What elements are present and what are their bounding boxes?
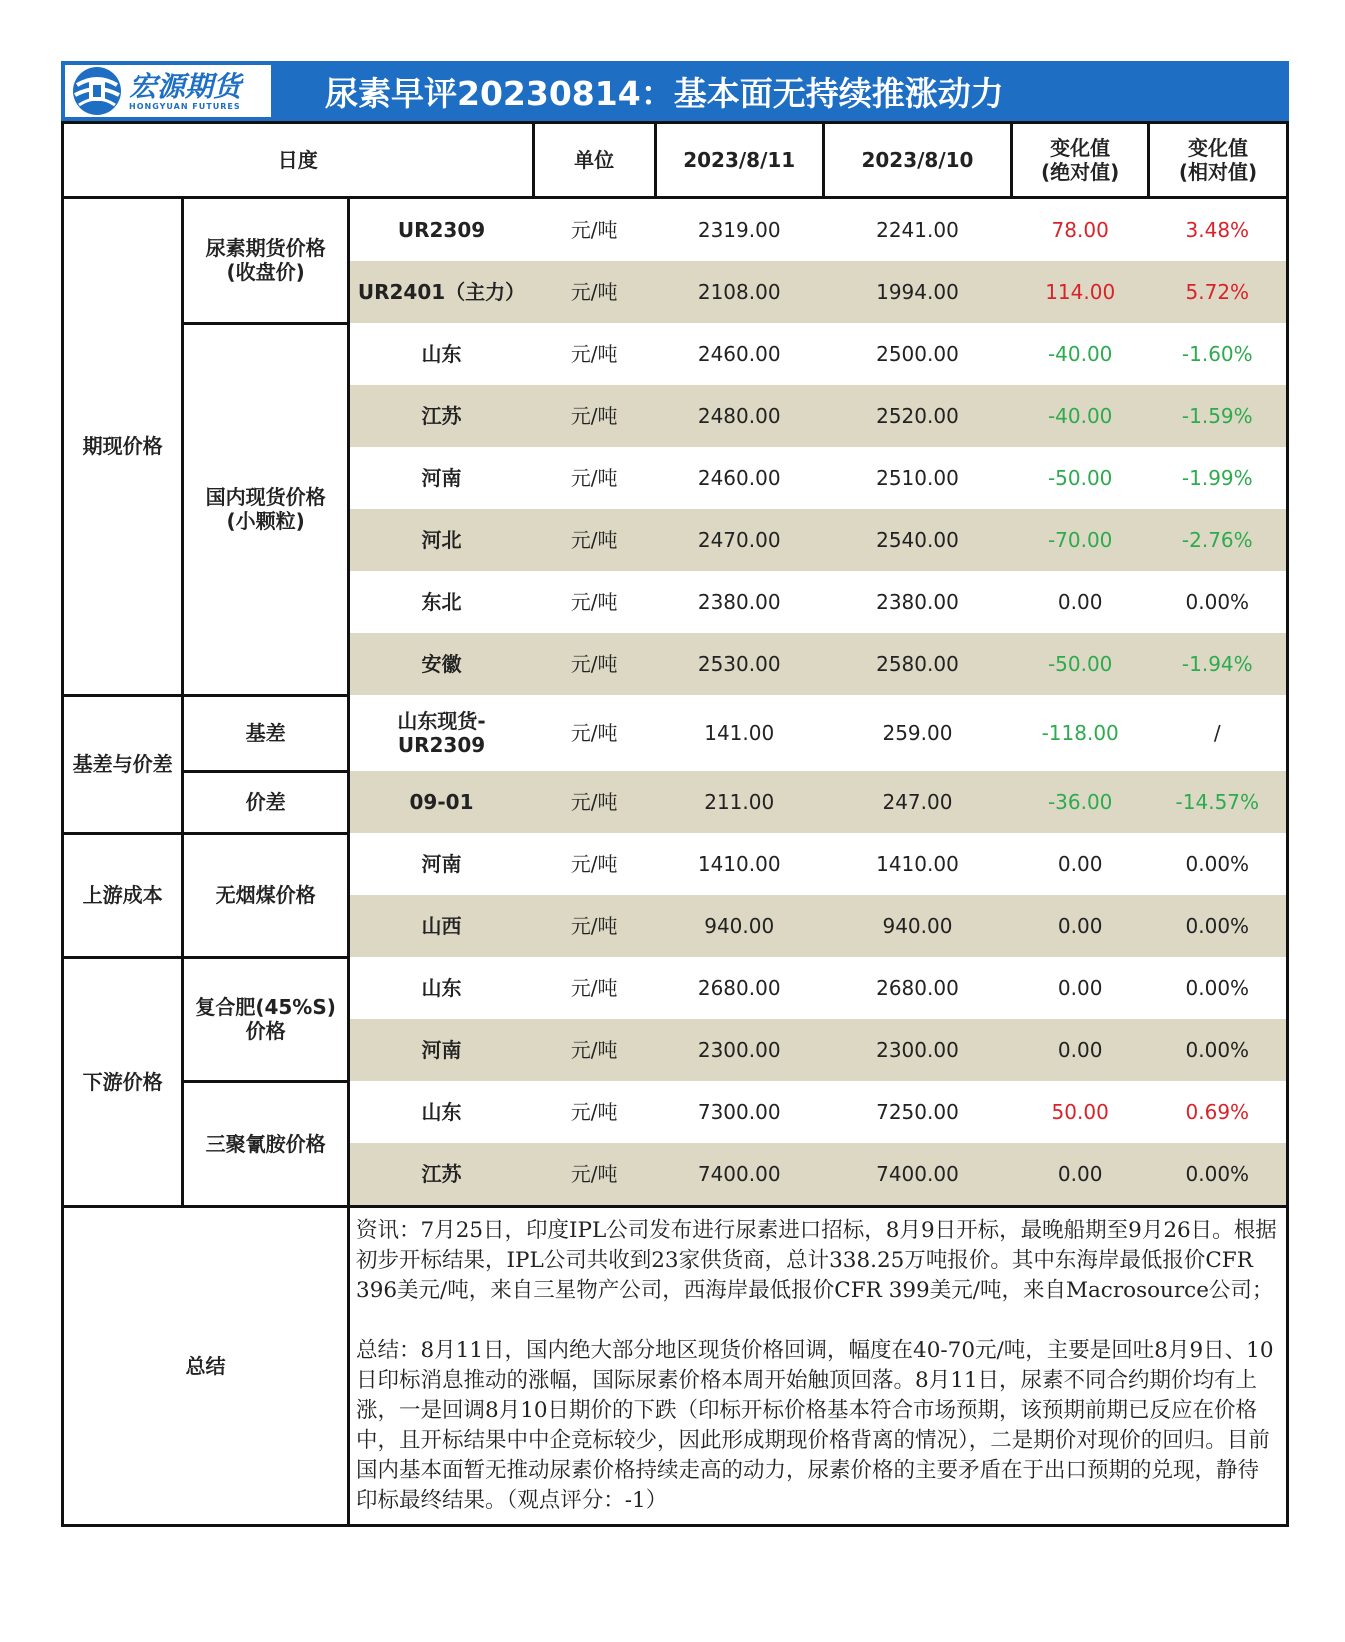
- row-change-relative: 0.00%: [1149, 1019, 1288, 1081]
- row-value-date2: 940.00: [823, 895, 1012, 957]
- row-value-date1: 940.00: [655, 895, 823, 957]
- category-downstream: 下游价格: [63, 957, 183, 1207]
- row-change-relative: -2.76%: [1149, 509, 1288, 571]
- row-unit: 元/吨: [570, 466, 618, 490]
- category-upstream-cost: 上游成本: [63, 833, 183, 957]
- table-row: [63, 198, 1288, 262]
- row-value-date2: 7400.00: [823, 1143, 1012, 1207]
- report-banner: [61, 61, 1289, 121]
- row-change-absolute: 0.00: [1012, 1143, 1149, 1207]
- row-item: UR2401（主力）: [349, 261, 533, 323]
- row-change-relative: 0.00%: [1149, 895, 1288, 957]
- row-change-absolute: 0.00: [1012, 895, 1149, 957]
- row-item: 河南: [421, 852, 462, 876]
- row-change-relative: 3.48%: [1149, 198, 1288, 262]
- row-change-relative: 5.72%: [1149, 261, 1288, 323]
- row-value-date2: 2510.00: [876, 466, 959, 490]
- row-item: UR2309: [397, 218, 486, 242]
- row-unit: 元/吨: [570, 590, 618, 614]
- row-change-absolute: 0.00: [1057, 976, 1103, 1000]
- row-value-date1: 2108.00: [655, 261, 823, 323]
- row-value-date1: 2380.00: [697, 590, 781, 614]
- row-change-absolute: -40.00: [1047, 342, 1113, 366]
- row-value-date1: 2319.00: [697, 218, 781, 242]
- row-unit: 元/吨: [533, 509, 655, 571]
- row-change-relative: -1.99%: [1149, 447, 1288, 509]
- row-value-date2: 2380.00: [876, 590, 959, 614]
- row-unit: 元/吨: [533, 1019, 655, 1081]
- row-unit: 元/吨: [570, 342, 618, 366]
- category-futures-spot: 期现价格: [63, 198, 183, 696]
- row-change-relative: 0.00%: [1149, 833, 1288, 895]
- row-change-absolute: 78.00: [1051, 218, 1109, 242]
- header-date1: 2023/8/11: [655, 123, 823, 198]
- row-value-date1: 2680.00: [697, 976, 781, 1000]
- row-value-date2: 2241.00: [876, 218, 959, 242]
- row-value-date1: 2460.00: [697, 466, 781, 490]
- row-value-date1: 2480.00: [655, 385, 823, 447]
- row-value-date1: 2530.00: [655, 633, 823, 695]
- row-unit: 元/吨: [533, 1143, 655, 1207]
- group-spread: 价差: [183, 771, 349, 833]
- row-change-relative: -1.60%: [1149, 323, 1288, 385]
- row-change-absolute: 50.00: [1051, 1100, 1109, 1124]
- row-unit: 元/吨: [533, 771, 655, 833]
- row-unit: 元/吨: [570, 721, 618, 745]
- table-row: [63, 957, 1288, 1019]
- company-logo: [65, 65, 271, 117]
- row-change-relative: -1.94%: [1149, 633, 1288, 695]
- header-change-absolute: 变化值 (绝对值): [1012, 123, 1149, 198]
- row-value-date2: 247.00: [823, 771, 1012, 833]
- table-row: [63, 695, 1288, 771]
- row-value-date1: 2470.00: [655, 509, 823, 571]
- row-item: 东北: [421, 590, 462, 614]
- summary-text: [349, 1207, 1288, 1526]
- summary-row: [63, 1207, 1288, 1526]
- row-value-date1: 7400.00: [655, 1143, 823, 1207]
- table-header-row: [63, 123, 1288, 198]
- summary-label: 总结: [63, 1207, 349, 1526]
- row-unit: 元/吨: [570, 852, 618, 876]
- row-value-date2: 7250.00: [876, 1100, 959, 1124]
- row-change-relative: 0.00%: [1149, 1143, 1288, 1207]
- row-item: 河北: [349, 509, 533, 571]
- row-change-absolute: 0.00: [1057, 590, 1103, 614]
- row-item: 山东: [421, 342, 462, 366]
- row-item: 安徽: [349, 633, 533, 695]
- row-unit: 元/吨: [533, 633, 655, 695]
- logo-globe-icon: [71, 65, 123, 117]
- row-change-absolute: -50.00: [1047, 466, 1113, 490]
- row-item: 河南: [421, 466, 462, 490]
- row-unit: 元/吨: [533, 385, 655, 447]
- group-basis: 基差: [183, 695, 349, 771]
- row-value-date2: 2500.00: [876, 342, 959, 366]
- row-change-absolute: -36.00: [1012, 771, 1149, 833]
- row-item: 江苏: [349, 385, 533, 447]
- table-row: [63, 323, 1288, 385]
- row-unit: 元/吨: [570, 218, 618, 242]
- logo-chinese-name: 宏源期货: [129, 69, 242, 103]
- row-change-absolute: -118.00: [1041, 721, 1119, 745]
- report-sheet: [61, 61, 1289, 1527]
- table-row: [63, 771, 1288, 833]
- group-anthracite: 无烟煤价格: [183, 833, 349, 957]
- row-change-absolute: -50.00: [1012, 633, 1149, 695]
- row-value-date1: 7300.00: [697, 1100, 781, 1124]
- row-change-absolute: -40.00: [1012, 385, 1149, 447]
- price-table: [61, 121, 1289, 1527]
- table-row: [63, 1081, 1288, 1143]
- table-row: [63, 833, 1288, 895]
- row-change-absolute: 0.00: [1057, 852, 1103, 876]
- report-title: 尿素早评20230814：基本面无持续推涨动力: [325, 73, 1004, 113]
- row-item: 江苏: [349, 1143, 533, 1207]
- row-value-date2: 2520.00: [823, 385, 1012, 447]
- row-item: 山东: [421, 976, 462, 1000]
- row-value-date2: 2680.00: [876, 976, 959, 1000]
- row-item: 09-01: [349, 771, 533, 833]
- row-unit: 元/吨: [570, 976, 618, 1000]
- row-value-date2: 2540.00: [823, 509, 1012, 571]
- category-basis-spread: 基差与价差: [63, 695, 183, 833]
- row-item: 河南: [349, 1019, 533, 1081]
- row-item: 山东现货- UR2309: [397, 709, 486, 757]
- row-change-absolute: 114.00: [1012, 261, 1149, 323]
- row-change-relative: /: [1149, 695, 1288, 771]
- row-change-relative: -14.57%: [1149, 771, 1288, 833]
- row-value-date1: 211.00: [655, 771, 823, 833]
- header-period: 日度: [63, 123, 534, 198]
- row-change-relative: 0.00%: [1149, 957, 1288, 1019]
- row-change-absolute: 0.00: [1012, 1019, 1149, 1081]
- group-melamine: 三聚氰胺价格: [183, 1081, 349, 1207]
- row-value-date1: 141.00: [704, 721, 775, 745]
- row-change-relative: 0.00%: [1149, 571, 1288, 633]
- row-value-date2: 2580.00: [823, 633, 1012, 695]
- header-date2: 2023/8/10: [823, 123, 1012, 198]
- row-value-date2: 259.00: [882, 721, 953, 745]
- row-value-date2: 1410.00: [876, 852, 959, 876]
- group-compound-fertilizer: 复合肥(45%S) 价格: [183, 957, 349, 1081]
- row-unit: 元/吨: [570, 1100, 618, 1124]
- header-change-relative: 变化值 (相对值): [1149, 123, 1288, 198]
- header-unit: 单位: [533, 123, 655, 198]
- logo-english-name: HONGYUAN FUTURES: [129, 101, 241, 111]
- row-unit: 元/吨: [533, 895, 655, 957]
- row-change-absolute: -70.00: [1012, 509, 1149, 571]
- row-change-relative: 0.69%: [1149, 1081, 1288, 1143]
- row-value-date1: 1410.00: [697, 852, 781, 876]
- row-unit: 元/吨: [533, 261, 655, 323]
- summary-news-paragraph: 资讯：7月25日，印度IPL公司发布进行尿素进口招标，8月9日开标，最晚船期至9月26日。根据初步开标结果，IPL公司共收到23家供货商，总计338.25万吨报价。其中东海岸最低报价CFR 396美元/吨，来自三星物产公司，西海岸最低报价CFR 399美元/吨，来自Macrosource公司；: [356, 1218, 1277, 1303]
- group-domestic-spot: 国内现货价格 (小颗粒): [183, 323, 349, 695]
- row-value-date2: 1994.00: [823, 261, 1012, 323]
- row-item: 山西: [349, 895, 533, 957]
- row-value-date1: 2300.00: [655, 1019, 823, 1081]
- row-item: 山东: [421, 1100, 462, 1124]
- row-value-date2: 2300.00: [823, 1019, 1012, 1081]
- summary-conclusion-paragraph: 总结：8月11日，国内绝大部分地区现货价格回调，幅度在40-70元/吨，主要是回吐8月9日、10日印标消息推动的涨幅，国际尿素价格本周开始触顶回落。8月11日，尿素不同合约期价均有上涨，一是回调8月10日期价的下跌（印标开标价格基本符合市场预期，该预期前期已反应在价格中，且开标结果中中企竞标较少，因此形成期现价格背离的情况），二是期价对现价的回归。目前国内基本面暂无推动尿素价格持续走高的动力，尿素价格的主要矛盾在于出口预期的兑现，静待印标最终结果。（观点评分：-1）: [356, 1338, 1274, 1513]
- group-urea-futures: 尿素期货价格 (收盘价): [183, 198, 349, 324]
- row-change-relative: -1.59%: [1149, 385, 1288, 447]
- row-value-date1: 2460.00: [697, 342, 781, 366]
